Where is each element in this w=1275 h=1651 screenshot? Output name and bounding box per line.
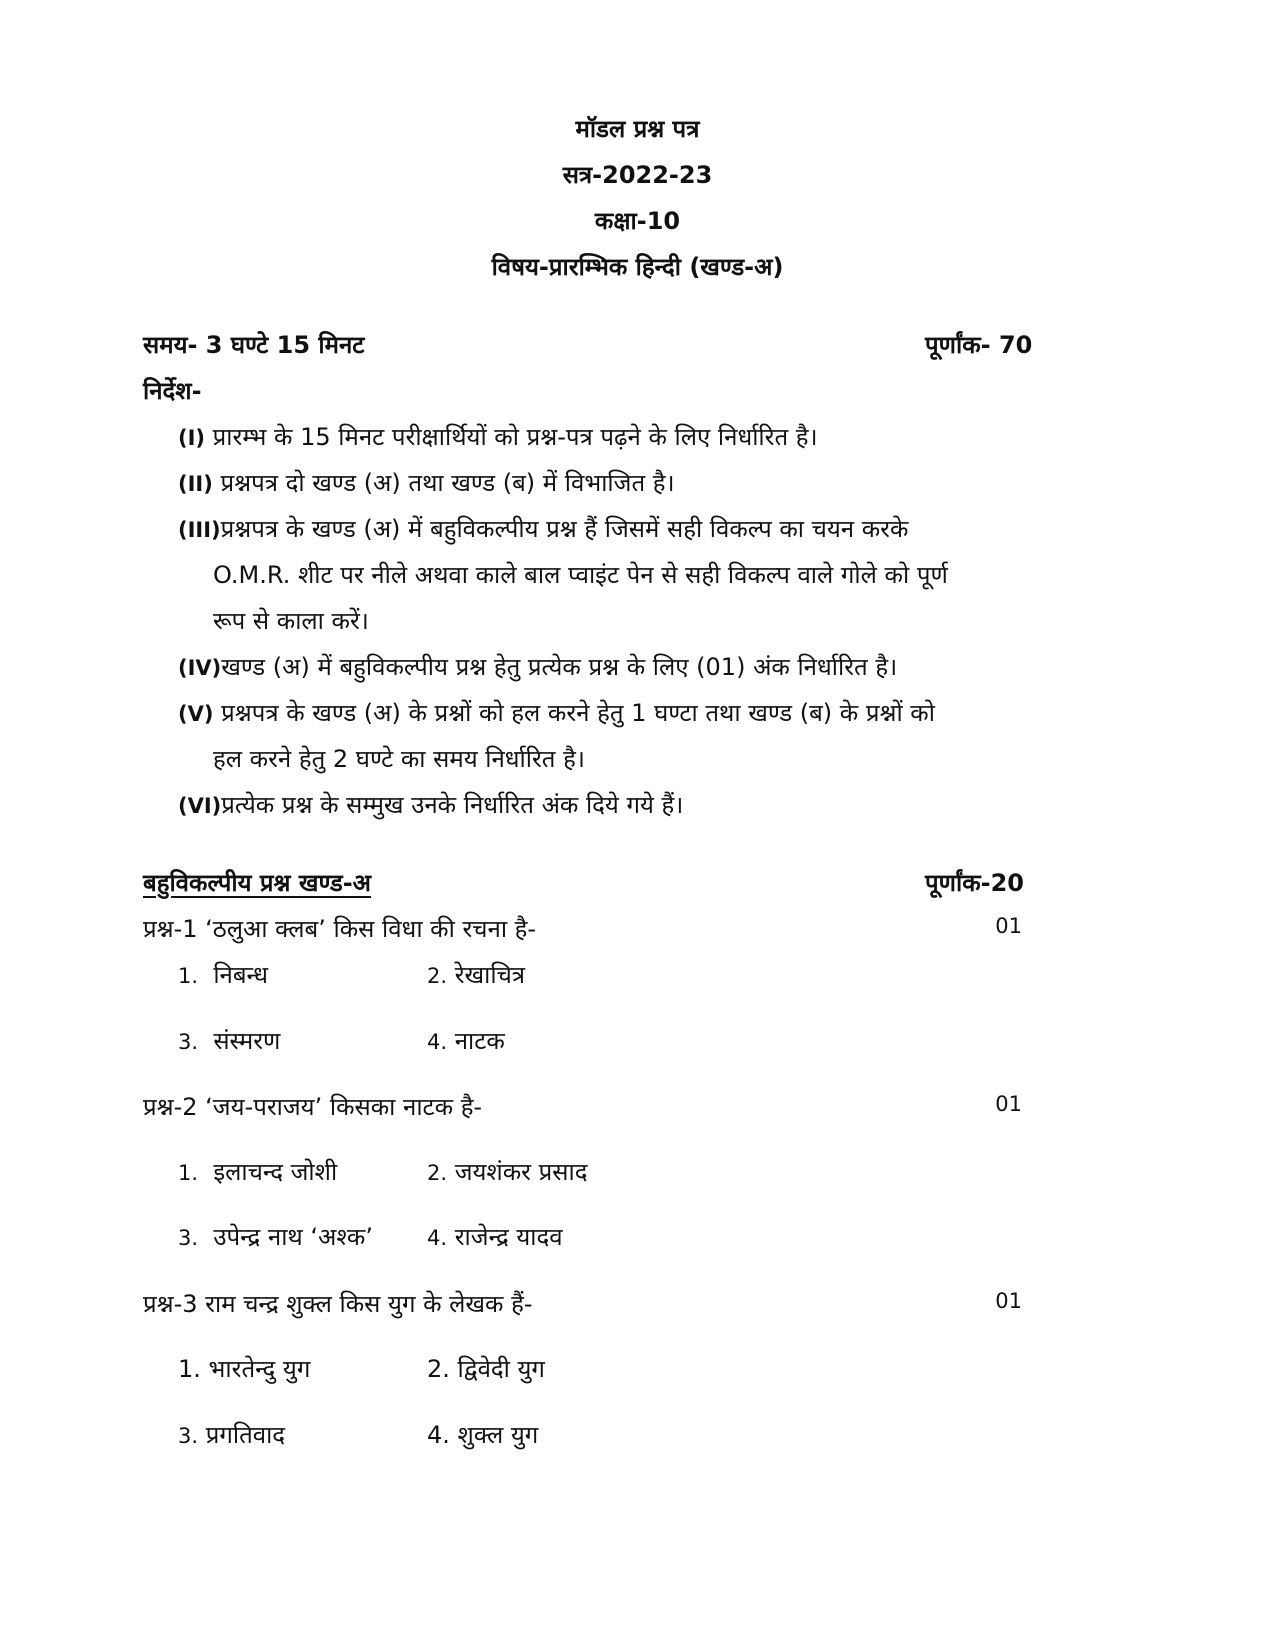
question-marks: 01 (995, 1092, 1022, 1116)
instruction-item (178, 788, 683, 821)
option-item (427, 1418, 538, 1451)
option-number: 1. (178, 1355, 201, 1383)
instruction-number: (IV) (178, 656, 222, 680)
instruction-item (178, 650, 897, 683)
option-number: 1. (178, 1161, 199, 1185)
option-number: 4. (427, 1030, 448, 1054)
option-item (178, 1220, 373, 1253)
section-heading: बहुविकल्पीय प्रश्न खण्ड-अ (143, 869, 372, 897)
option-item (178, 1352, 310, 1385)
question-text: प्रश्न-2 ‘जय-पराजय’ किसका नाटक है- (143, 1093, 483, 1121)
instruction-number: (III) (178, 518, 221, 542)
option-text: नाटक (454, 1027, 505, 1055)
session-label (0, 158, 1275, 191)
option-text: भारतेन्दु युग (208, 1355, 311, 1383)
option-item (178, 1155, 337, 1188)
option-number: 2. (427, 1355, 450, 1383)
question-marks: 01 (995, 1289, 1022, 1313)
option-text: जयशंकर प्रसाद (454, 1158, 588, 1186)
option-item (427, 958, 525, 991)
instruction-item (178, 512, 908, 545)
question-marks: 01 (995, 914, 1022, 938)
option-item (427, 1352, 545, 1385)
option-text: शुक्ल युग (457, 1421, 539, 1449)
option-number: 4. (427, 1226, 448, 1250)
option-item (427, 1220, 563, 1253)
option-text: द्विवेदी युग (457, 1355, 545, 1383)
instruction-text: प्रश्नपत्र दो खण्ड (अ) तथा खण्ड (ब) में विभाजित है। (220, 469, 675, 497)
option-text: प्रगतिवाद (205, 1421, 286, 1449)
option-text: रेखाचित्र (454, 961, 526, 989)
option-text: निबन्ध (213, 961, 268, 989)
option-text: इलाचन्द जोशी (213, 1158, 338, 1186)
option-item (178, 1418, 285, 1451)
instruction-text: प्रश्नपत्र के खण्ड (अ) में बहुविकल्पीय प्रश्न हैं जिसमें सही विकल्प का चयन करके (220, 515, 909, 543)
option-item (178, 1024, 280, 1057)
option-number: 1. (178, 964, 199, 988)
question-text: प्रश्न-3 राम चन्द्र शुक्ल किस युग के लेखक हैं- (143, 1290, 533, 1318)
instruction-item (178, 420, 818, 453)
option-number: 3. (178, 1424, 199, 1448)
instruction-item (178, 466, 675, 499)
instruction-number: (VI) (178, 794, 222, 818)
instruction-text-cont: हल करने हेतु 2 घण्टे का समय निर्धारित है। (213, 745, 585, 773)
session-text: सत्र-2022-23 (562, 161, 713, 189)
instruction-number: (II) (178, 472, 213, 496)
paper-title: मॉडल प्रश्न पत्र (575, 115, 700, 143)
instructions-heading: निर्देश- (143, 377, 202, 405)
option-number: 3. (178, 1030, 199, 1054)
option-number: 2. (427, 964, 448, 988)
option-number: 4. (427, 1421, 450, 1449)
class-label: कक्षा-10 (594, 207, 681, 235)
subject-label: विषय-प्रारम्भिक हिन्दी (खण्ड-अ) (491, 253, 784, 281)
option-text: उपेन्द्र नाथ ‘अश्क’ (213, 1223, 373, 1251)
option-item (178, 958, 268, 991)
instruction-text-cont: रूप से काला करें। (213, 607, 369, 635)
instruction-text: प्रश्नपत्र के खण्ड (अ) के प्रश्नों को हल करने हेतु 1 घण्टा तथा खण्ड (ब) के प्रश्नों को (221, 699, 935, 727)
option-item (427, 1155, 587, 1188)
section-marks: पूर्णांक-20 (925, 869, 1024, 897)
time-label: समय- 3 घण्टे 15 मिनट (143, 331, 365, 359)
instruction-number: (I) (178, 426, 206, 450)
instruction-text: प्रत्येक प्रश्न के सम्मुख उनके निर्धारित अंक दिये गये हैं। (221, 791, 684, 819)
option-number: 2. (427, 1161, 448, 1185)
instruction-text: प्रारम्भ के 15 मिनट परीक्षार्थियों को प्रश्न-पत्र पढ़ने के लिए निर्धारित है। (212, 423, 818, 451)
question-text: प्रश्न-1 ‘ठलुआ क्लब’ किस विधा की रचना है- (143, 915, 537, 943)
option-text: संस्मरण (213, 1027, 281, 1055)
option-item (427, 1024, 505, 1057)
max-marks-label: पूर्णांक- 70 (925, 331, 1033, 359)
option-text: राजेन्द्र यादव (454, 1223, 563, 1251)
instruction-number: (V) (178, 702, 214, 726)
instruction-item (178, 696, 935, 729)
option-number: 3. (178, 1226, 199, 1250)
instruction-text-cont: O.M.R. शीट पर नीले अथवा काले बाल प्वाइंट पेन से सही विकल्प वाले गोले को पूर्ण (213, 561, 948, 589)
instruction-text: खण्ड (अ) में बहुविकल्पीय प्रश्न हेतु प्रत्येक प्रश्न के लिए (01) अंक निर्धारित है। (221, 653, 898, 681)
